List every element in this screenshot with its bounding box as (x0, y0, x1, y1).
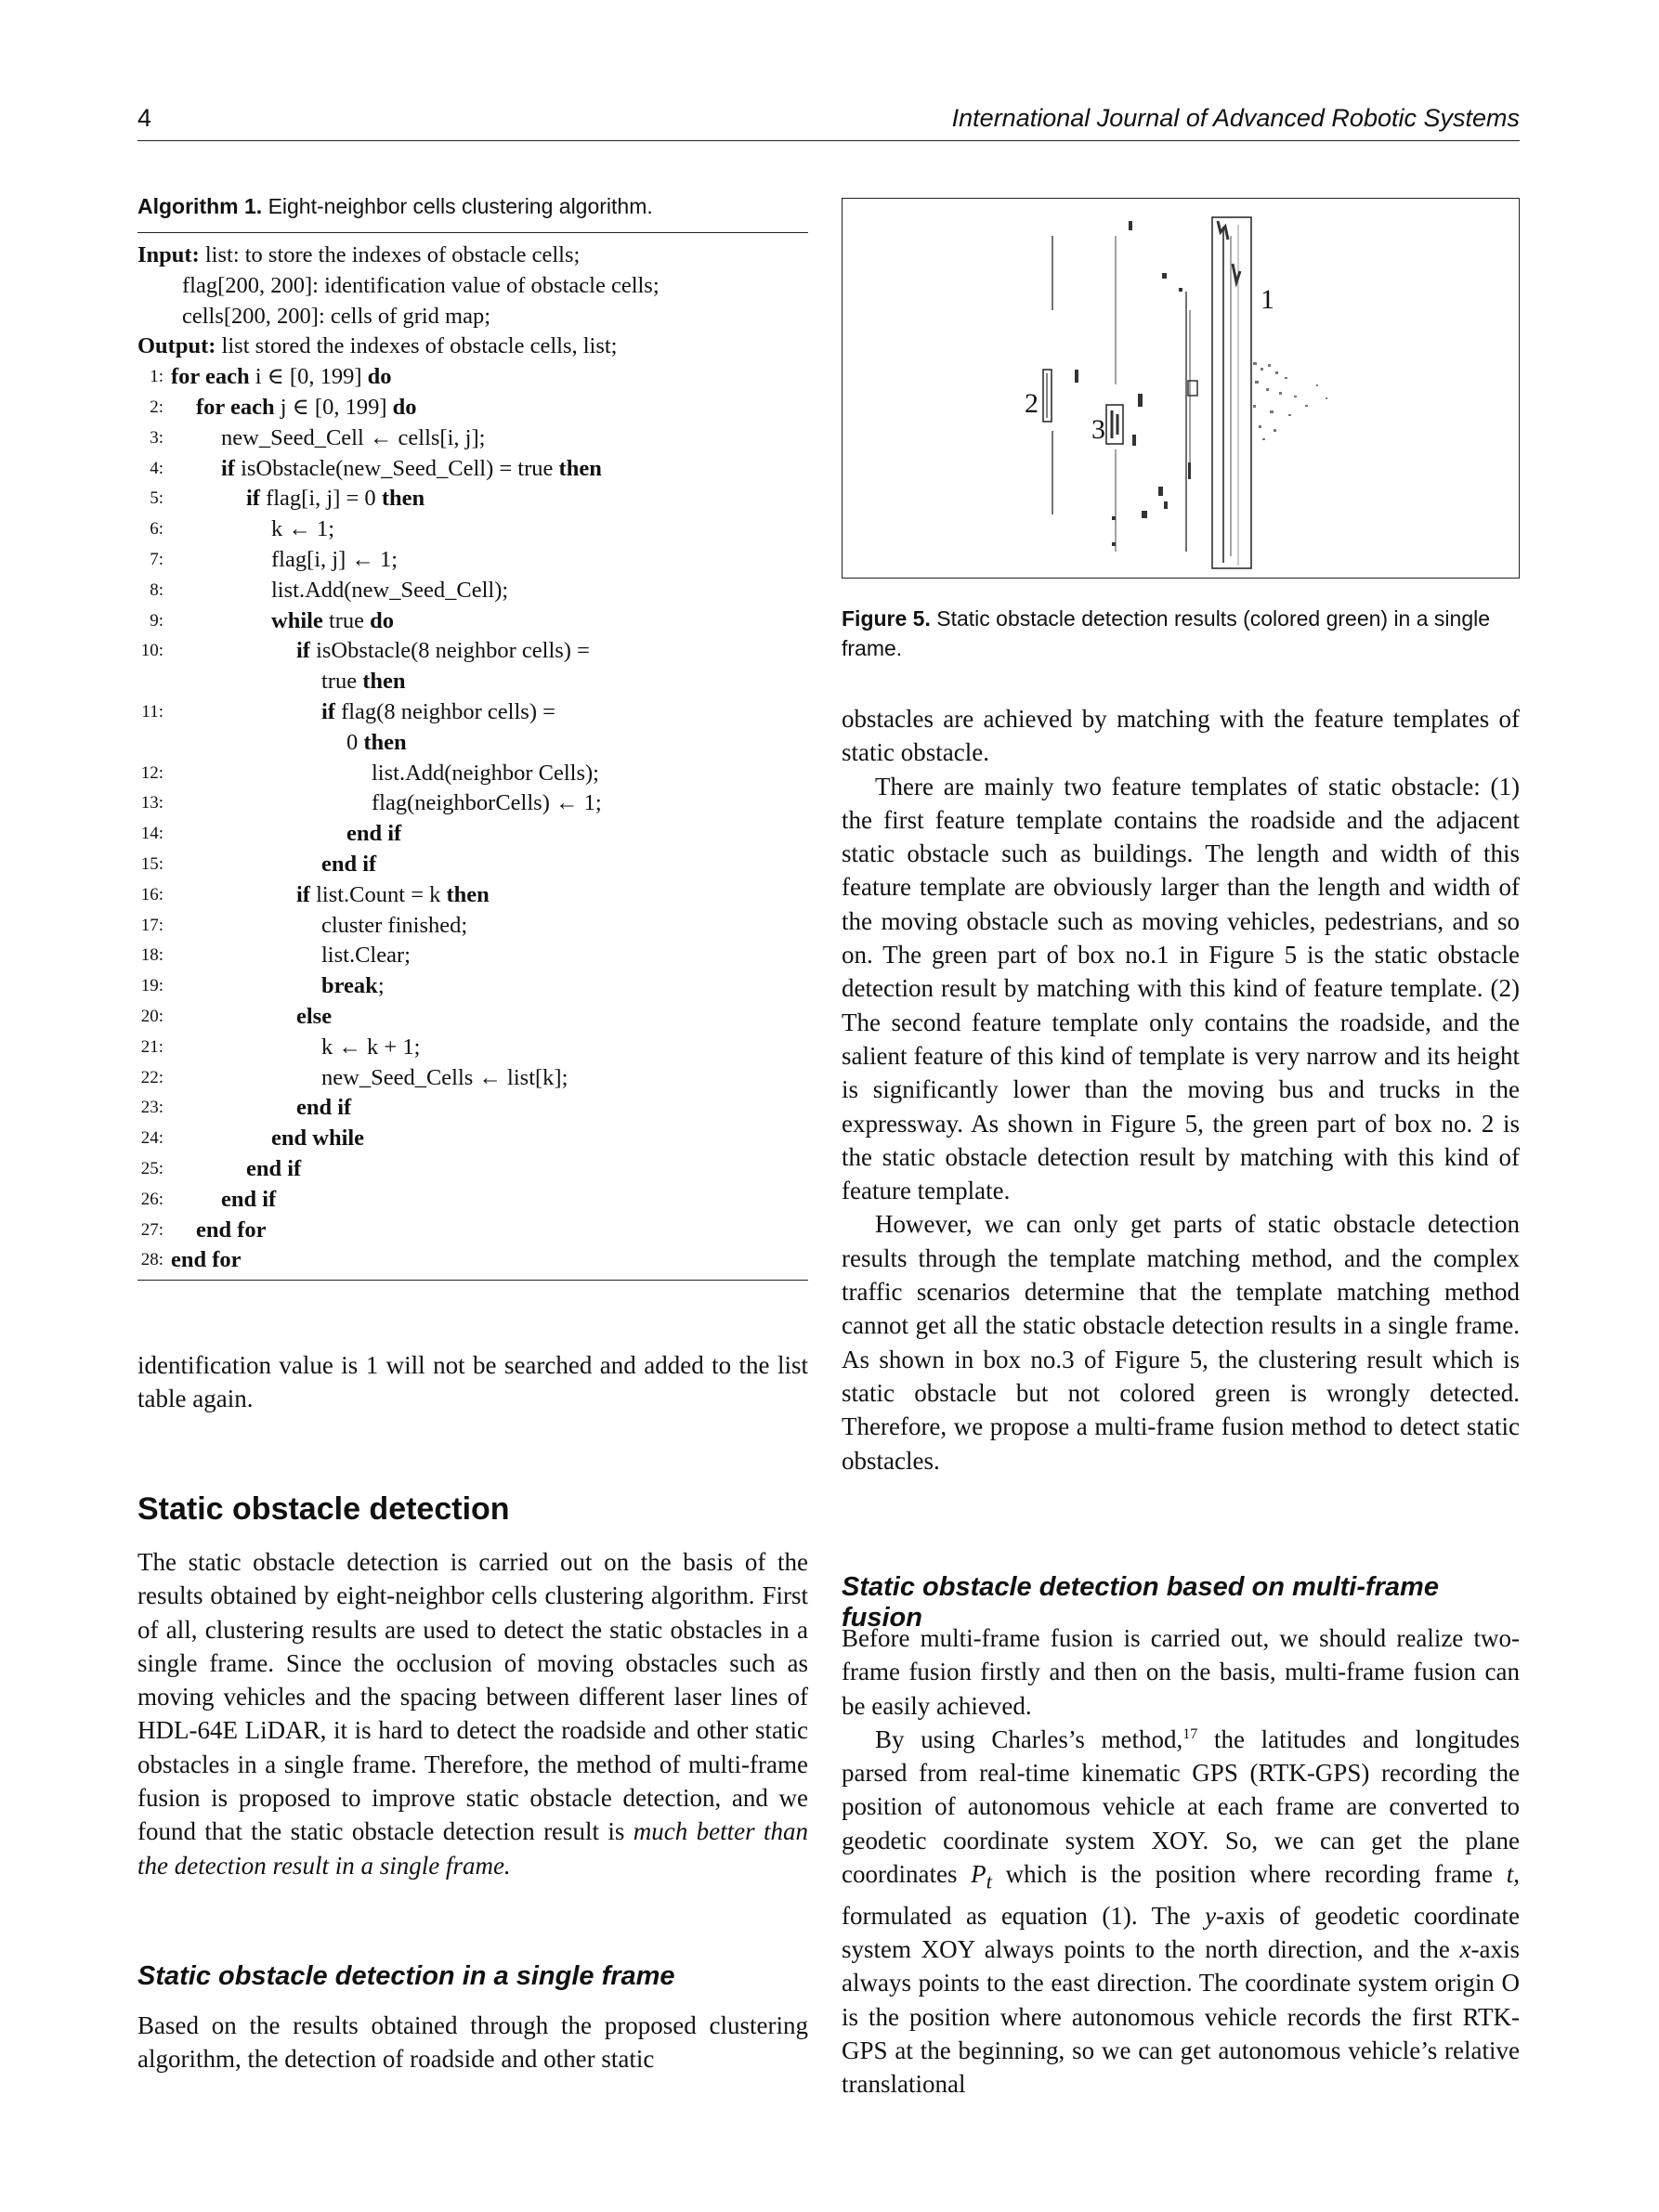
line-number: 11: (141, 701, 163, 722)
figure-caption (842, 604, 1520, 663)
line-code: end if (246, 1155, 302, 1181)
citation-ref: 17 (1182, 1725, 1198, 1742)
subsection-heading-block (137, 1961, 808, 1992)
line-code: end for (196, 1217, 267, 1243)
paragraph-text: -axis of geodetic coordinate system XOY always points to the north direction, and the (842, 1901, 1520, 1964)
line-code: end if (296, 1095, 352, 1121)
algorithm-body (137, 233, 808, 1276)
line-code: flag[i, j] ← 1; (271, 546, 398, 572)
paragraph: However, we can only get parts of static obstacle detection results through the template matching method, and the complex traffic scenarios determine that the template matching method cannot get all the static obstacle detection results in a single frame. As shown in box no.3 of Figure 5, the clustering result which is static obstacle but not colored green is wrongly detected. Therefore, we propose a multi-frame fusion method to detect static obstacles. (842, 1210, 1520, 1475)
algorithm-line (137, 606, 808, 637)
figure-5-image (843, 199, 1518, 577)
line-code: for each j ∈ [0, 199] do (196, 394, 417, 420)
math-var: P (971, 1860, 986, 1889)
subsection-title: Static obstacle detection based on multi-frame fusion (842, 1572, 1439, 1633)
line-number: 17: (140, 915, 163, 935)
line-number: 25: (140, 1158, 163, 1178)
algorithm-line (137, 728, 808, 759)
line-code: if flag[i, j] = 0 then (246, 486, 425, 512)
algorithm-line (137, 576, 808, 606)
algorithm-line (137, 393, 808, 423)
box-1 (1212, 217, 1251, 568)
line-number: 12: (140, 762, 163, 783)
algorithm-line (137, 423, 808, 454)
line-number: 16: (140, 884, 163, 904)
math-var: y (1205, 1901, 1217, 1930)
paragraph-text: which is the position where recording frame (991, 1860, 1507, 1889)
algorithm-caption-label: Algorithm 1. (137, 194, 263, 218)
section-title: Static obstacle detection (137, 1491, 510, 1527)
line-number: 13: (140, 793, 163, 813)
algorithm-line (137, 971, 808, 1002)
line-number: 1: (150, 367, 163, 387)
algorithm-line (137, 454, 808, 485)
line-code: end if (321, 851, 377, 877)
subsection-body (137, 2009, 808, 2076)
obstacle-blobs (1075, 221, 1191, 546)
algorithm-caption (137, 191, 808, 221)
line-code: list.Clear; (321, 943, 411, 969)
paragraph: There are mainly two feature templates of static obstacle: (1) the first feature template contains the roadside and the adjacent static obstacle such as buildings. The length and width of this feature template are obviously larger than the length and width of the moving obstacle such as moving vehicles, pedestrians, and so on. The green part of box no.1 in Figure 5 is the static obstacle detection result by matching with this kind of feature template. (2) The second feature template only contains the roadside, and the salient feature of this kind of template is very narrow and its height is significantly lower than the moving bus and trucks in the expressway. As shown in Figure 5, the green part of box no. 2 is the static obstacle detection result by matching with this kind of feature template. (842, 772, 1520, 1205)
line-number: 2: (150, 397, 163, 417)
algorithm-line (137, 1093, 808, 1124)
algorithm-box (137, 191, 808, 1281)
right-body-top (842, 702, 1520, 1477)
algorithm-line (137, 1002, 808, 1033)
algorithm-line (137, 1154, 808, 1185)
algorithm-input (137, 241, 808, 271)
line-code: true then (321, 669, 406, 695)
box-label: 1 (1261, 284, 1274, 315)
line-code: end for (171, 1247, 242, 1273)
left-continuation (137, 1348, 808, 1416)
paragraph-text: By using Charles’s method, (875, 1724, 1183, 1753)
algorithm-line (137, 1033, 808, 1063)
algorithm-rule-bottom (137, 1280, 808, 1281)
input-line: flag[200, 200]: identification value of obstacle cells; (182, 272, 660, 298)
line-number (137, 667, 171, 697)
algorithm-line (137, 911, 808, 942)
figure-5 (842, 198, 1520, 579)
algorithm-line (137, 697, 808, 728)
obstacle-blob (1112, 410, 1117, 438)
line-number: 9: (150, 610, 163, 631)
algorithm-line (137, 636, 808, 667)
line-number: 21: (140, 1036, 163, 1057)
math-var: x (1459, 1935, 1471, 1964)
line-code: while true do (271, 607, 395, 633)
paragraph: Based on the results obtained through the proposed clustering algorithm, the detection of roadside and other static (137, 2011, 808, 2074)
output-text: list stored the indexes of obstacle cells, list; (221, 333, 618, 359)
math-subscript: t (986, 1869, 992, 1893)
journal-title: International Journal of Advanced Robotic Systems (951, 104, 1520, 132)
paragraph (137, 1545, 808, 1882)
line-number: 23: (140, 1098, 163, 1118)
scatter-lines (1052, 236, 1190, 552)
line-number: 19: (140, 976, 163, 996)
input-line: list: to store the indexes of obstacle cells; (204, 242, 581, 267)
line-code: end while (271, 1126, 365, 1152)
algorithm-line (137, 362, 808, 393)
line-number: 5: (150, 488, 163, 509)
line-code: if isObstacle(new_Seed_Cell) = true then (221, 455, 602, 481)
algorithm-line (137, 1185, 808, 1216)
algorithm-line (137, 1216, 808, 1246)
line-code: end if (221, 1186, 277, 1212)
paragraph: Before multi-frame fusion is carried out, we should realize two-frame fusion firstly and then on the basis, multi-frame fusion can be easily achieved. (842, 1624, 1520, 1720)
algorithm-caption-text: Eight-neighbor cells clustering algorithm. (268, 194, 653, 218)
line-code: break; (321, 973, 385, 999)
algorithm-line (137, 667, 808, 697)
figure-caption-text: Static obstacle detection results (colored green) in a single frame. (842, 606, 1491, 660)
box-3 (1106, 405, 1123, 444)
math-var: t (1506, 1860, 1514, 1889)
algorithm-line (137, 819, 808, 850)
section-heading-block (137, 1491, 808, 1528)
line-code: list.Add(neighbor Cells); (372, 760, 599, 786)
line-number: 8: (150, 579, 163, 600)
line-code: 0 then (346, 729, 407, 755)
line-number: 24: (140, 1128, 163, 1149)
line-number (137, 728, 171, 759)
line-number: 22: (140, 1067, 163, 1087)
line-number: 15: (140, 853, 163, 874)
algorithm-line (137, 880, 808, 911)
algorithm-output (137, 332, 808, 362)
algorithm-line (137, 1245, 808, 1276)
line-number: 6: (150, 519, 163, 540)
line-number: 10: (140, 641, 163, 661)
line-code: new_Seed_Cell ← cells[i, j]; (221, 424, 486, 450)
paragraph-emphasis: much better than the detection result in a single frame. (137, 1817, 808, 1880)
line-number: 27: (140, 1219, 163, 1240)
line-code: for each i ∈ [0, 199] do (171, 364, 392, 390)
line-code: if list.Count = k then (296, 881, 490, 907)
paragraph-text: The static obstacle detection is carried out on the basis of the results obtained by eight-neighbor cells clustering algorithm. First of all, clustering results are used to detect the static obstacles in a single frame. Since the occlusion of moving obstacles such as moving vehicles and the spacing between different laser lines of HDL-64E LiDAR, it is hard to detect the roadside and other static obstacles in a single frame. Therefore, the method of multi-frame fusion is proposed to improve static obstacle detection, and we found that the static obstacle detection result is (137, 1548, 808, 1846)
paragraph-text: , formulated as equation (1). The (842, 1860, 1520, 1930)
right-body-bottom (842, 1621, 1520, 2101)
algorithm-line (137, 941, 808, 971)
line-number: 4: (150, 458, 163, 478)
line-code: flag(neighborCells) ← 1; (372, 790, 602, 816)
line-code: k ← k + 1; (321, 1034, 421, 1060)
header-rule (137, 140, 1520, 141)
paragraph-text: -axis always points to the east direction. The coordinate system origin O is the position where autonomous vehicle records the first RTK-GPS at the beginning, so we can get autonomous vehicle’s relative translational (842, 1935, 1520, 2099)
subsection-title: Static obstacle detection in a single frame (137, 1961, 675, 1991)
algorithm-line (137, 850, 808, 880)
input-line: cells[200, 200]: cells of grid map; (182, 303, 491, 329)
line-code: k ← 1; (271, 516, 335, 542)
line-code: new_Seed_Cells ← list[k]; (321, 1064, 568, 1090)
algorithm-line (137, 788, 808, 819)
line-number: 7: (150, 549, 163, 569)
output-label: Output: (137, 333, 216, 359)
algorithm-line (137, 514, 808, 545)
paragraph: obstacles are achieved by matching with the feature templates of static obstacle. (842, 705, 1520, 767)
algorithm-line (137, 1063, 808, 1094)
line-number: 20: (140, 1006, 163, 1026)
paragraph-text: the latitudes and longitudes parsed from real-time kinematic GPS (RTK-GPS) recording the position of autonomous vehicle at each frame are converted to geodetic coordinate system XOY. So, we can get the plane coordinates (842, 1724, 1520, 1889)
scatter-points (1253, 362, 1327, 440)
line-code: if flag(8 neighbor cells) = (321, 698, 555, 724)
paragraph (842, 1723, 1520, 2101)
box-label: 3 (1091, 414, 1105, 445)
figure-caption-label: Figure 5. (842, 606, 931, 631)
line-code: list.Add(new_Seed_Cell); (271, 577, 509, 603)
algorithm-line (137, 759, 808, 789)
obstacle-blob (1233, 264, 1240, 282)
algorithm-line (137, 545, 808, 576)
line-number: 26: (140, 1189, 163, 1209)
line-code: else (296, 1003, 333, 1029)
page-number: 4 (137, 104, 152, 132)
line-code: end if (346, 821, 402, 847)
algorithm-line (137, 484, 808, 514)
algorithm-line (137, 1124, 808, 1154)
line-number: 14: (140, 824, 163, 844)
section-body (137, 1545, 808, 1882)
line-number: 18: (140, 945, 163, 966)
line-code: if isObstacle(8 neighbor cells) = (296, 638, 590, 664)
algorithm-lines (137, 362, 808, 1276)
box-label: 2 (1025, 388, 1039, 419)
paragraph: identification value is 1 will not be searched and added to the list table again. (137, 1351, 808, 1413)
line-number: 3: (150, 427, 163, 448)
line-number: 28: (140, 1250, 163, 1270)
line-code: cluster finished; (321, 912, 468, 938)
input-label: Input: (137, 242, 200, 267)
